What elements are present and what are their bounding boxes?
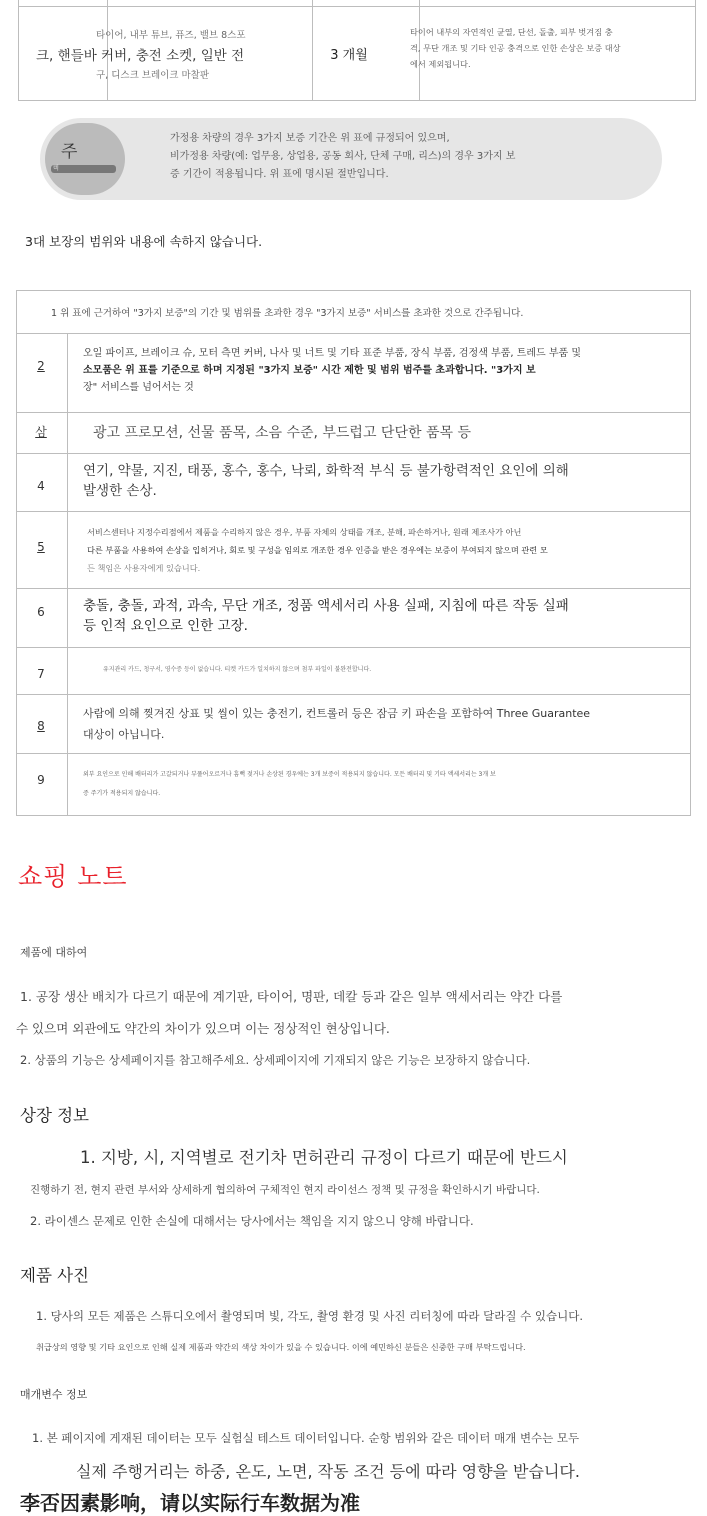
note-badge xyxy=(45,123,125,195)
table-row: 유지관리 카드, 청구서, 영수증 등이 없습니다. 티켓 카드가 일치하지 않으며 첨부 파일이 불완전합니다. xyxy=(103,666,372,673)
about-product-heading: 제품에 대하여 xyxy=(20,946,88,959)
paragraph: 2. 라이센스 문제로 인한 손실에 대해서는 당사에서는 책임을 지지 않으니 양해 바랍니다. xyxy=(30,1214,474,1228)
shopping-notes-title: 쇼핑 노트 xyxy=(18,862,128,891)
table-divider xyxy=(17,412,690,413)
row-line: 발생한 손상. xyxy=(83,483,157,499)
paragraph: 진행하기 전, 현지 관련 부서와 상세하게 협의하여 구체적인 현지 라이선스 정책 및 규정을 확인하시기 바랍니다. xyxy=(30,1184,540,1196)
listing-info-heading: 상장 정보 xyxy=(20,1106,90,1125)
table-row xyxy=(83,345,673,396)
exclusions-table xyxy=(16,290,691,816)
table-row xyxy=(87,523,677,577)
note-line: 격, 무단 개조 및 기타 인공 충격으로 인한 손상은 보증 대상 xyxy=(410,43,621,53)
table-divider xyxy=(17,511,690,512)
parts-line: 크, 핸들바 커버, 충전 소켓, 일반 전 xyxy=(36,48,245,64)
table-row xyxy=(83,765,673,803)
exclusion-heading: 3대 보장의 범위와 내용에 속하지 않습니다. xyxy=(25,234,263,249)
note-line: 타이어 내부의 자연적인 균열, 단선, 돌출, 피부 벗겨짐 충 xyxy=(410,27,613,37)
paragraph: 李否因素影响，请以实际行车数据为准 xyxy=(20,1491,360,1515)
paragraph: 1. 지방, 시, 지역별로 전기차 면허관리 규정이 다르기 때문에 반드시 xyxy=(80,1148,568,1167)
paragraph: 수 있으며 외관에도 약간의 차이가 있으며 이는 정상적인 현상입니다. xyxy=(16,1021,390,1036)
row-line: 든 책임은 사용자에게 있습니다. xyxy=(87,563,201,573)
parts-line: 구, 디스크 브레이크 마찰판 xyxy=(96,70,210,81)
parameter-info-heading: 매개변수 정보 xyxy=(20,1388,88,1401)
table-row xyxy=(83,703,673,745)
table-divider xyxy=(17,647,690,648)
paragraph: 1. 본 페이지에 게재된 데이터는 모두 실험실 테스트 데이터입니다. 순항 범위와 같은 데이터 매개 변수는 모두 xyxy=(32,1431,580,1445)
parts-cell xyxy=(36,26,268,86)
paragraph: 실제 주행거리는 하중, 온도, 노면, 작동 조건 등에 따라 영향을 받습니다. xyxy=(76,1462,580,1481)
row-line: 서비스센터나 지정수리점에서 제품을 수리하지 않은 경우, 부품 자체의 상태를 개조, 분해, 파손하거나, 원래 제조사가 아닌 xyxy=(87,527,522,537)
table-divider xyxy=(19,6,695,7)
paragraph: 1. 공장 생산 배치가 다르기 때문에 계기판, 타이어, 명판, 데칼 등과 같은 일부 액세서리는 약간 다를 xyxy=(20,989,563,1004)
row-number: 2 xyxy=(37,359,45,373)
row-line: 다른 부품을 사용하여 손상을 입히거나, 회로 및 구성을 임의로 개조한 경우 인증을 받은 경우에는 보증이 부여되지 않으며 관련 모 xyxy=(87,545,548,555)
note-line: 증 기간이 적용됩니다. 위 표에 명시된 절반입니다. xyxy=(170,169,389,180)
row-line: 외부 요인으로 인해 배터리가 고갈되거나 부풀어오르거나 흠뻑 젖거나 손상된 경우에는 3개 보증이 적용되지 않습니다. 모든 배터리 및 기타 액세서리는 3개 보 xyxy=(83,771,496,778)
row-line: 증 주기가 적용되지 않습니다. xyxy=(83,790,161,797)
note-line: 가정용 차량의 경우 3가지 보증 기간은 위 표에 규정되어 있으며, xyxy=(170,133,450,144)
table-row xyxy=(83,596,673,636)
paragraph: 1. 당사의 모든 제품은 스튜디오에서 촬영되며 빛, 각도, 촬영 환경 및 사진 리터칭에 따라 달라질 수 있습니다. xyxy=(36,1309,584,1323)
row-number: 7 xyxy=(37,667,45,681)
note-badge-small: 텍 xyxy=(53,165,59,172)
table-divider xyxy=(17,453,690,454)
row-line: 사람에 의해 찢겨진 상표 및 씰이 있는 충전기, 컨트롤러 등은 잠금 키 파손을 포함하여 Three Guarantee xyxy=(83,707,591,720)
note-line: 에서 제외됩니다. xyxy=(410,59,471,69)
table-divider xyxy=(67,333,68,815)
row-number: 6 xyxy=(37,605,45,619)
row-number: 삼 xyxy=(35,425,47,439)
row-number: 8 xyxy=(37,719,45,733)
table-row: 1 위 표에 근거하여 "3가지 보증"의 기간 및 범위를 초과한 경우 "3가지 보증" 서비스를 초과한 것으로 간주됩니다. xyxy=(51,308,524,319)
row-number: 4 xyxy=(37,479,45,493)
row-line: 오일 파이프, 브레이크 슈, 모터 측면 커버, 나사 및 너트 및 기타 표준 부품, 장식 부품, 검정색 부품, 트레드 부품 및 xyxy=(83,348,582,359)
product-photo-heading: 제품 사진 xyxy=(20,1266,90,1285)
paragraph: 취급상의 영향 및 기타 요인으로 인해 실제 제품과 약간의 색상 차이가 있을 수 있습니다. 이에 예민하신 분들은 신중한 구매 부탁드립니다. xyxy=(36,1342,526,1352)
table-row: 광고 프로모션, 선물 품목, 소음 수준, 부드럽고 단단한 품목 등 xyxy=(93,425,471,441)
row-line: 장" 서비스를 넘어서는 것 xyxy=(83,382,194,393)
row-number: 5 xyxy=(37,540,45,554)
table-divider xyxy=(17,333,690,334)
note-line: 비가정용 차량(예: 업무용, 상업용, 공동 회사, 단체 구매, 리스)의 경우 3가지 보 xyxy=(170,151,516,162)
table-divider xyxy=(17,694,690,695)
row-line: 연기, 약물, 지진, 태풍, 홍수, 홍수, 낙뢰, 화학적 부식 등 불가항력적인 요인에 의해 xyxy=(83,463,569,479)
table-row xyxy=(83,461,673,501)
warranty-period: 3 개월 xyxy=(330,48,368,63)
exclusion-note-cell xyxy=(410,24,674,72)
note-badge-label: 주 xyxy=(61,142,78,162)
row-line: 대상이 아닙니다. xyxy=(83,728,165,741)
table-divider xyxy=(17,753,690,754)
note-badge-bar xyxy=(51,165,116,173)
row-line: 소모품은 위 표를 기준으로 하며 지정된 "3가지 보증" 시간 제한 및 범위 범주를 초과합니다. "3가지 보 xyxy=(83,365,536,376)
row-number: 9 xyxy=(37,773,45,787)
row-line: 등 인적 요인으로 인한 고장. xyxy=(83,618,248,634)
table-divider xyxy=(17,588,690,589)
row-line: 충돌, 충돌, 과적, 과속, 무단 개조, 정품 액세서리 사용 실패, 지침에 따른 작동 실패 xyxy=(83,598,569,614)
paragraph: 2. 상품의 기능은 상세페이지를 참고해주세요. 상세페이지에 기재되지 않은 기능은 보장하지 않습니다. xyxy=(20,1053,531,1067)
parts-line: 타이어, 내부 튜브, 퓨즈, 밸브 8스포 xyxy=(96,30,246,41)
note-text xyxy=(170,130,610,184)
